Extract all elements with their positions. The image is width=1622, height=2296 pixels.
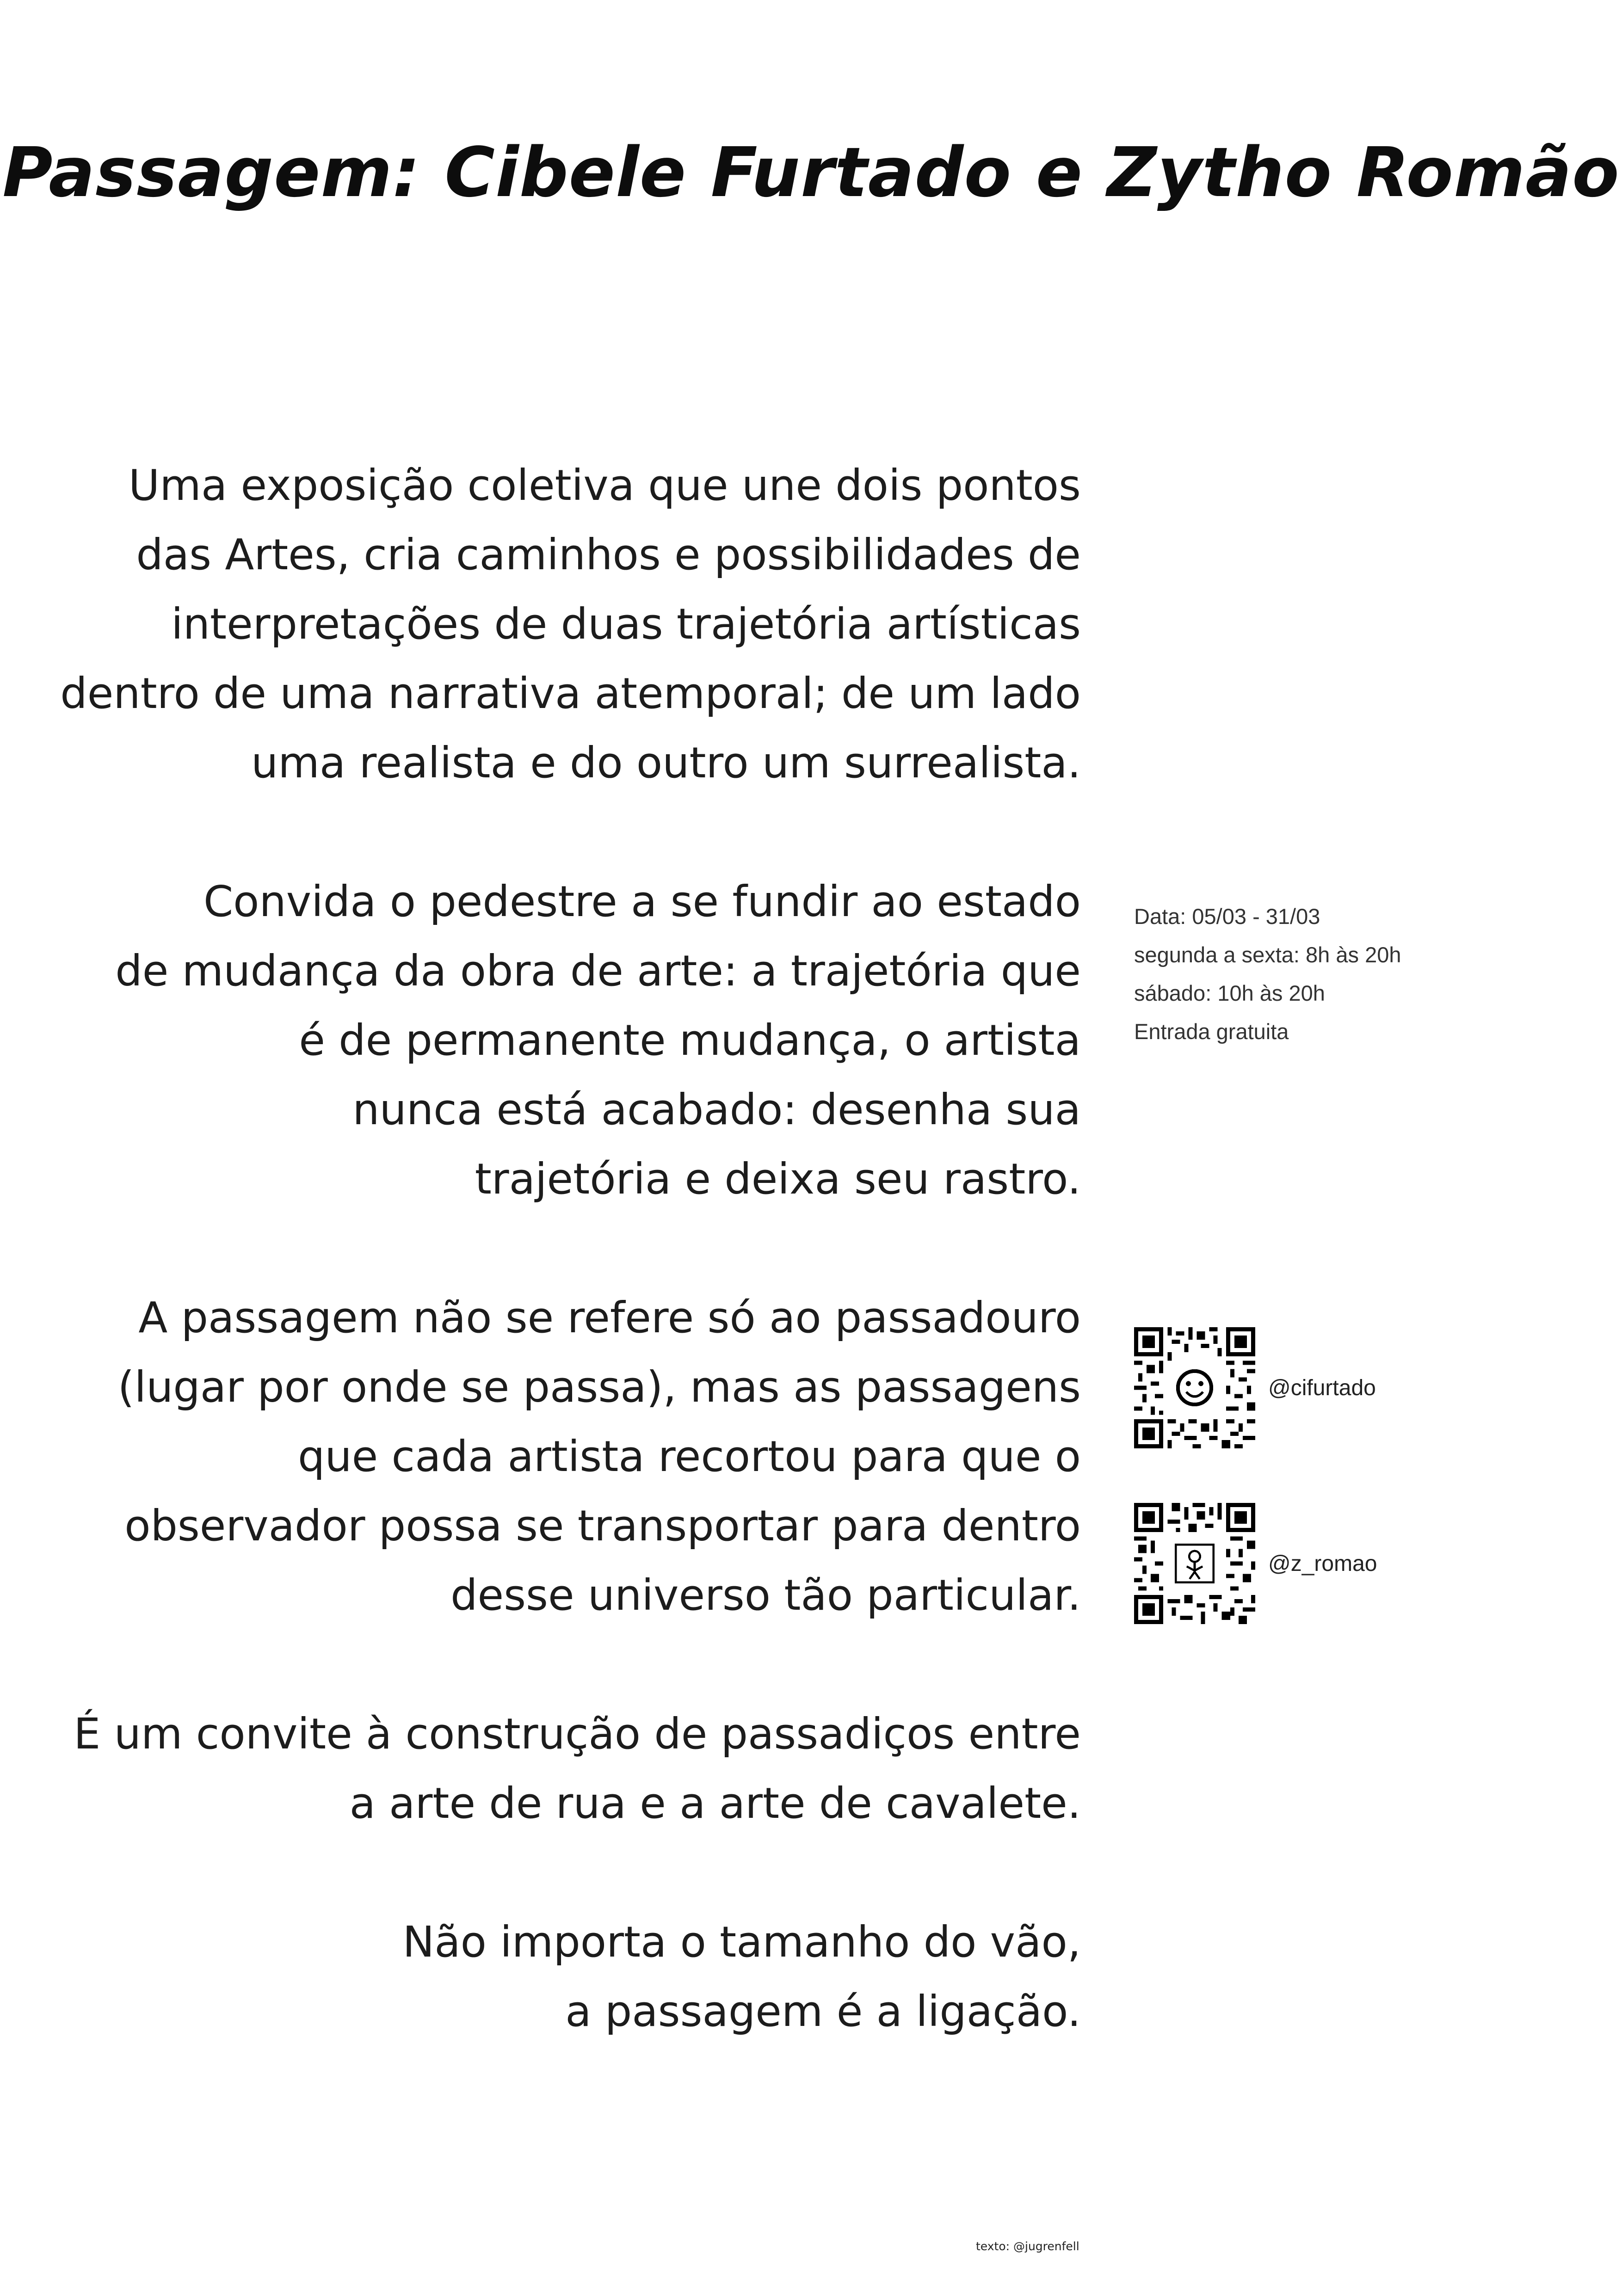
text-credit: texto: @jugrenfell (976, 2240, 1079, 2253)
paragraph-closing: Não importa o tamanho do vão, a passagem é a ligação. (402, 1917, 1081, 2036)
page-title: Passagem: Cibele Furtado e Zytho Romão (2, 133, 1620, 212)
exhibition-description (40, 451, 1081, 2116)
info-saturday-hours: sábado: 10h às 20h (1134, 981, 1325, 1005)
handle-z-romao[interactable]: @z_romao (1268, 1551, 1377, 1576)
paragraph-bridges: É um convite à construção de passadiços entre a arte de rua e a arte de cavalete. (74, 1709, 1081, 1828)
info-date: Data: 05/03 - 31/03 (1134, 904, 1320, 929)
qr-z-romao[interactable] (1134, 1503, 1377, 1624)
info-weekday-hours: segunda a sexta: 8h às 20h (1134, 942, 1401, 967)
qr-cifurtado[interactable] (1134, 1327, 1376, 1448)
handle-cifurtado[interactable]: @cifurtado (1268, 1375, 1376, 1400)
paragraph-intro: Uma exposição coletiva que une dois pontos das Artes, cria caminhos e possibilidades de interpretações de duas trajetória artísticas dentro de uma narrativa atemporal; de um lado uma realista e do outro um surrealista. (60, 461, 1081, 788)
paragraph-passage: A passagem não se refere só ao passadouro (lugar por onde se passa), mas as passagens que cada artista recortou para que o observador possa se transportar para dentro desse universo tão particular. (117, 1293, 1081, 1620)
paragraph-invitation: Convida o pedestre a se fundir ao estado de mudança da obra de arte: a trajetória que é de permanente mudança, o artista nunca está acabado: desenha sua trajetória e deixa seu rastro. (115, 877, 1081, 1204)
qr-code-icon[interactable] (1134, 1503, 1255, 1624)
qr-code-icon[interactable] (1134, 1327, 1255, 1448)
exhibition-info (1134, 897, 1401, 1051)
info-entry: Entrada gratuita (1134, 1019, 1289, 1044)
